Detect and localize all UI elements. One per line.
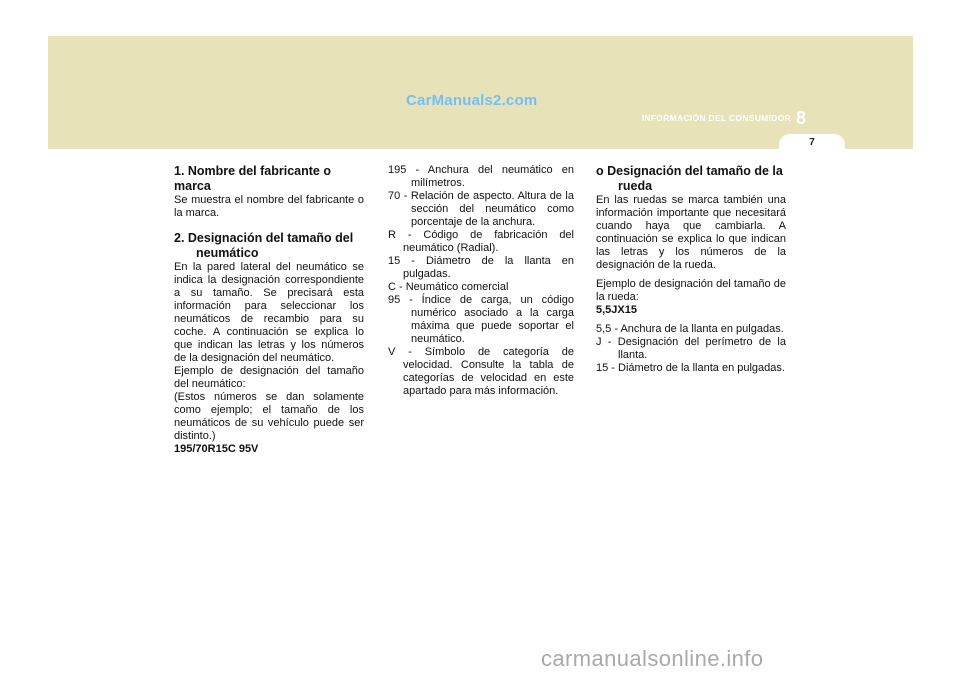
paragraph-example-note: (Estos números se dan solamente como ejemplo; el tamaño de los neumáticos de su vehículo puede ser distinto.)	[174, 391, 364, 442]
column-middle	[388, 164, 574, 398]
definition-item: 195 - Anchura del neumático en milímetros.	[388, 164, 574, 189]
definition-item: 70 - Relación de aspecto. Altura de la sección del neumático como porcentaje de la anchura.	[388, 190, 574, 228]
heading-wheel-size: o Designación del tamaño de la rueda	[596, 164, 783, 193]
paragraph-tire-size: En la pared lateral del neumático se indica la designación correspondiente a su tamaño. Se precisará esta información para seleccionar los neumáticos de recambio para su coche. A continuación se explica lo que indican las letras y los números de la designación del neumático.	[174, 261, 364, 364]
chapter-number: 8	[796, 108, 807, 128]
paragraph-manufacturer: Se muestra el nombre del fabricante o la marca.	[174, 194, 364, 219]
paragraph-example-intro: Ejemplo de designación del tamaño del neumático:	[174, 365, 364, 390]
tire-size-example: 195/70R15C 95V	[174, 443, 259, 455]
column-left	[174, 164, 364, 456]
definition-item: 15 - Diámetro de la llanta en pulgadas.	[388, 255, 574, 280]
section-title: INFORMACIÓN DEL CONSUMIDOR	[641, 113, 791, 123]
definition-item: 15 - Diámetro de la llanta en pulgadas.	[596, 362, 785, 374]
definition-item: 95 - Índice de carga, un código numérico asociado a la carga máxima que puede soportar el neumático.	[388, 294, 574, 345]
definition-item: J - Designación del perímetro de la llanta.	[596, 336, 786, 361]
definition-item: 5,5 - Anchura de la llanta en pulgadas.	[596, 323, 784, 335]
watermark-carmanualsonline[interactable]: carmanualsonline.info	[541, 646, 764, 671]
watermark-carmanuals2[interactable]: CarManuals2.com	[406, 92, 538, 109]
definition-item: C - Neumático comercial	[388, 281, 509, 293]
wheel-size-example: 5,5JX15	[596, 304, 637, 316]
heading-manufacturer: 1. Nombre del fabricante o marca	[174, 164, 331, 193]
definition-item: V - Símbolo de categoría de velocidad. Consulte la tabla de categorías de velocidad en este apartado para más información.	[388, 346, 574, 397]
column-right	[596, 164, 786, 375]
paragraph-wheel-example-intro: Ejemplo de designación del tamaño de la rueda:	[596, 278, 786, 303]
page-number: 7	[809, 137, 815, 148]
definition-item: R - Código de fabricación del neumático (Radial).	[388, 229, 574, 254]
heading-tire-size: 2. Designación del tamaño del neumático	[174, 231, 354, 260]
paragraph-wheel-size: En las ruedas se marca también una información importante que necesitará cuando haya que cambiarla. A continuación se explica lo que indican las letras y los números de la designación de la rueda.	[596, 194, 786, 271]
